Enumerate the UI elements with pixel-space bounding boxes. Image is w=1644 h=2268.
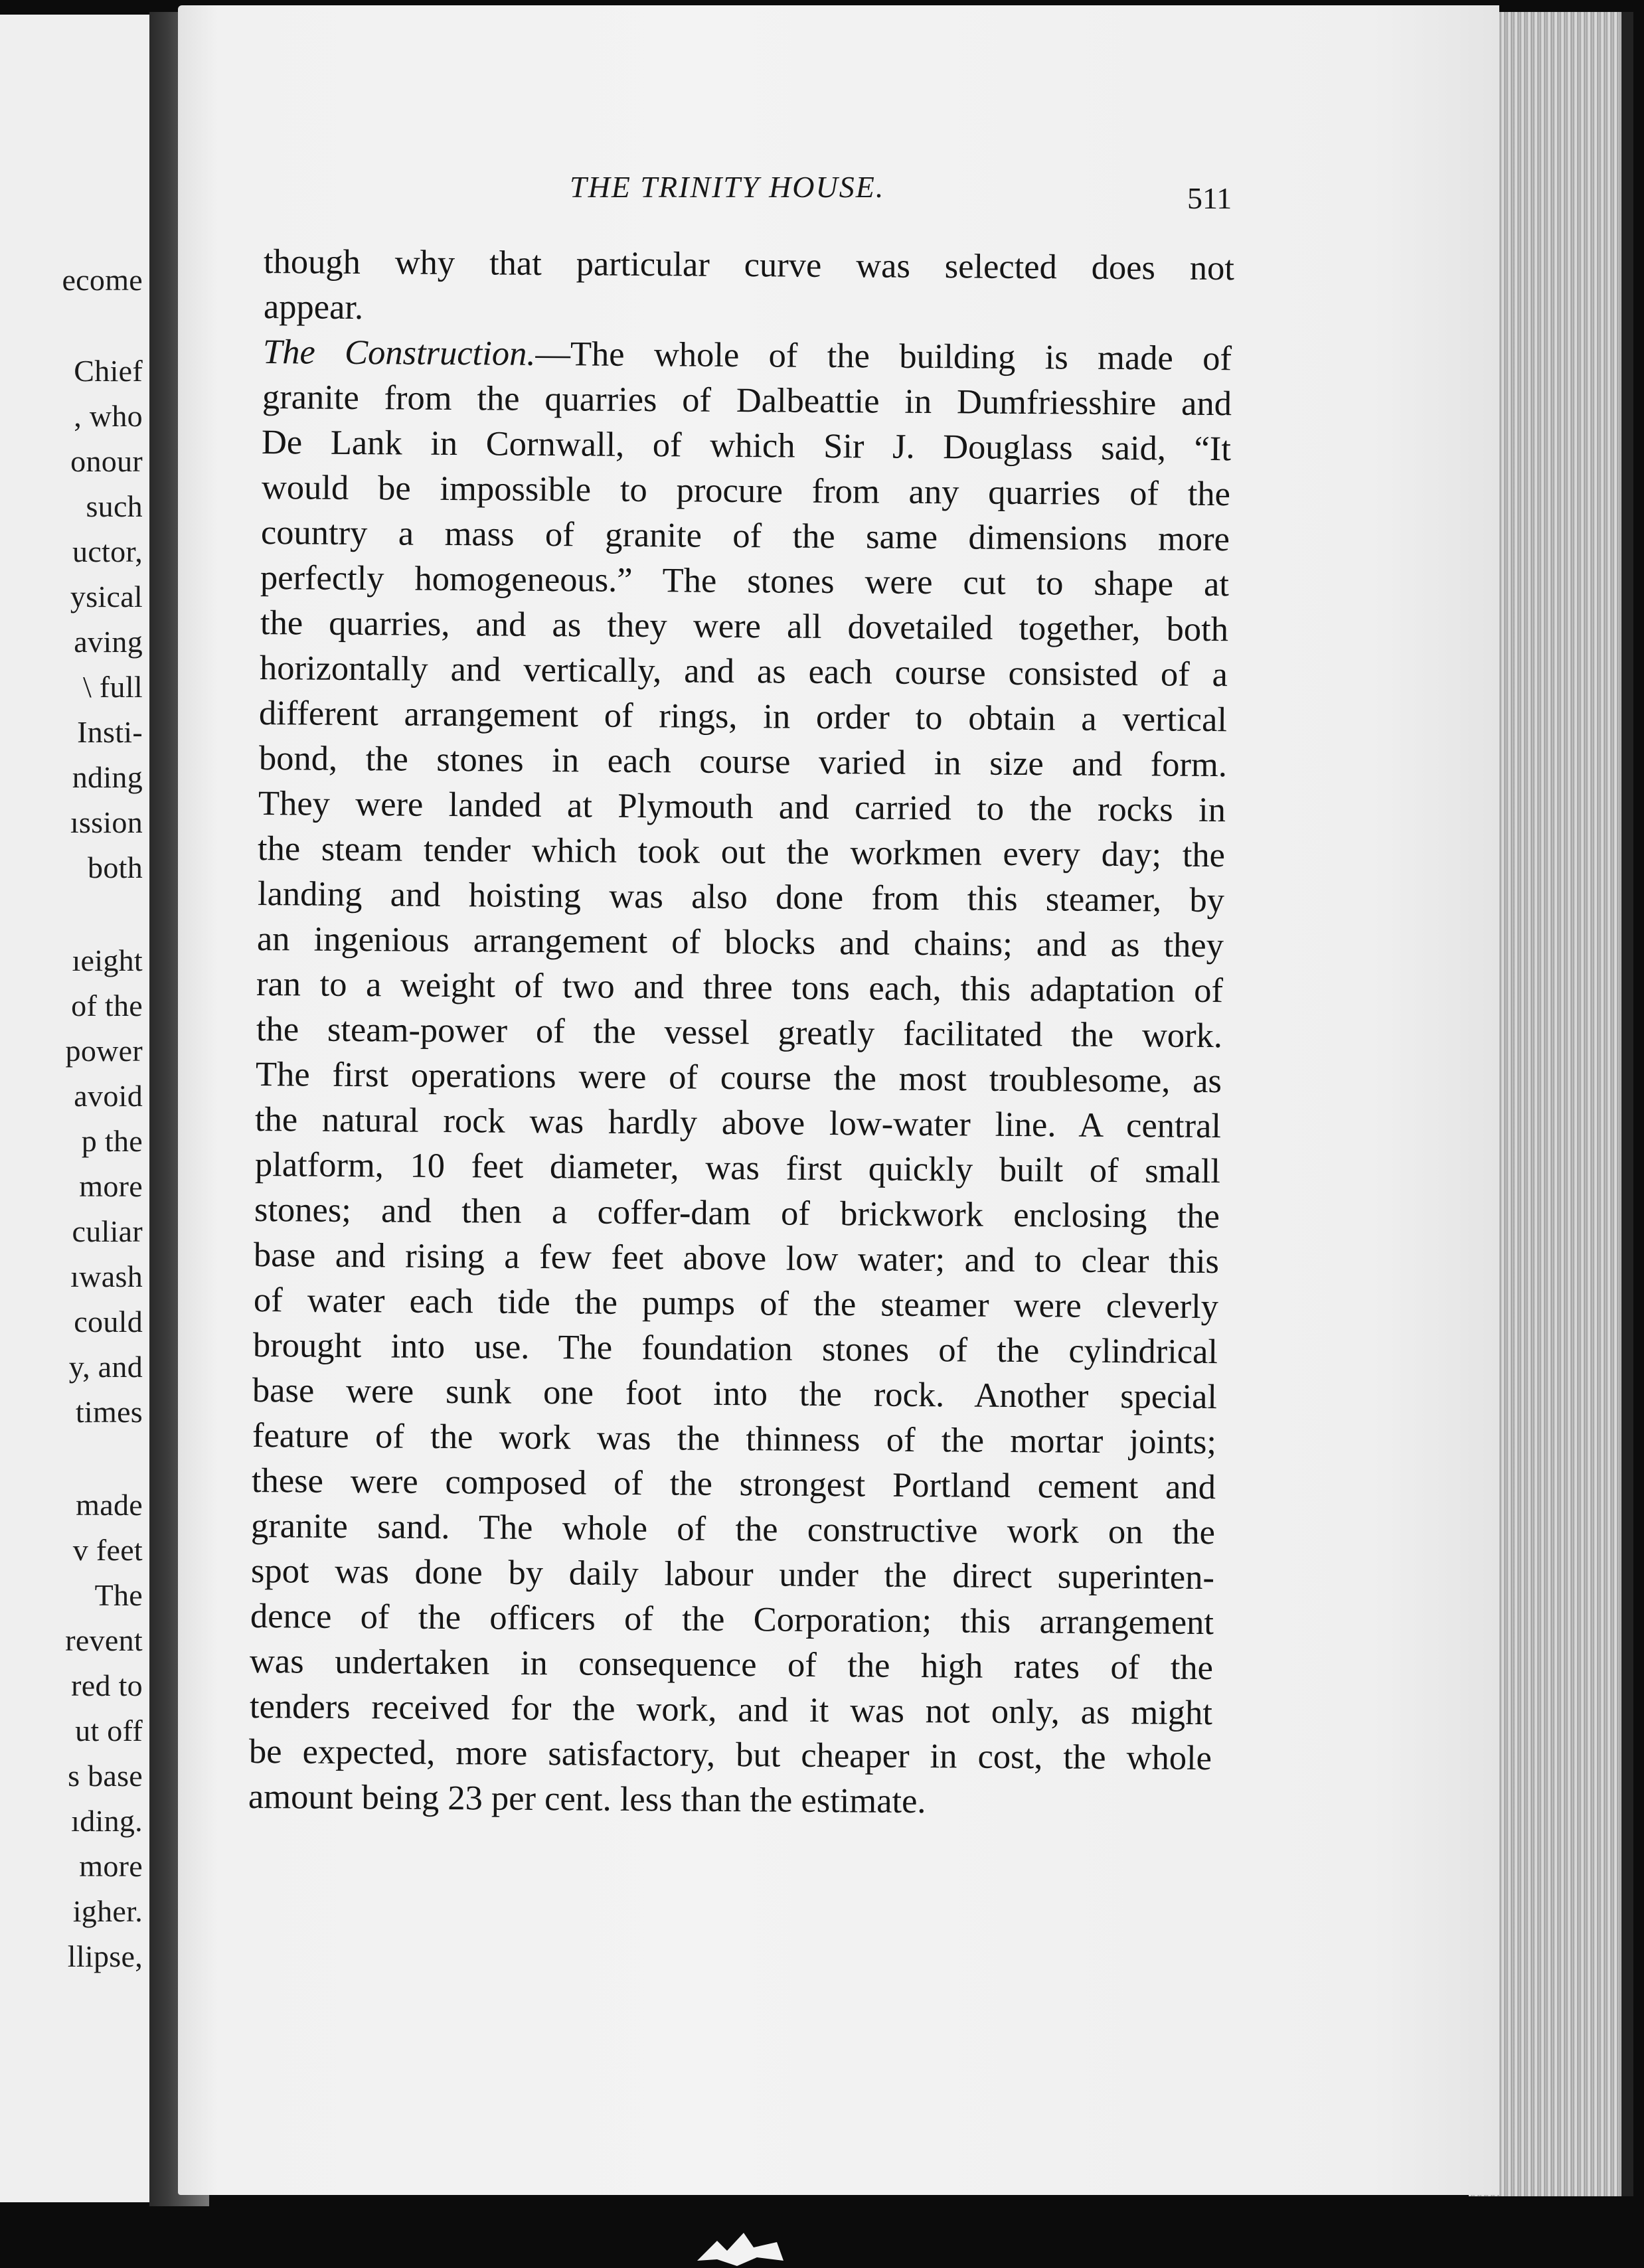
body-line: though why that particular curve was selected does not <box>263 242 1235 288</box>
facing-page-line: ıeight <box>72 943 143 977</box>
facing-page-line: aving <box>74 625 143 659</box>
facing-page-line: nding <box>72 760 143 794</box>
facing-page-line: times <box>75 1395 143 1429</box>
facing-page-line: more <box>79 1849 143 1883</box>
body-line: granite sand. The whole of the constructive work on the <box>250 1506 1216 1552</box>
facing-page-line: p the <box>81 1124 143 1158</box>
facing-page <box>0 15 153 2202</box>
body-line: stones; and then a coffer-dam of brickwork enclosing the <box>254 1190 1220 1236</box>
facing-page-line: v feet <box>72 1533 143 1567</box>
body-line: horizontally and vertically, and as each course consisted of a <box>259 649 1228 694</box>
facing-page-line: Insti- <box>77 715 143 749</box>
facing-page-line: culiar <box>72 1214 143 1248</box>
facing-page-line: both <box>88 850 143 884</box>
facing-page-line: avoid <box>74 1079 143 1113</box>
body-line: granite from the quarries of Dalbeattie in Dumfriesshire and <box>262 378 1232 424</box>
body-line: ran to a weight of two and three tons each, this adaptation of <box>256 965 1224 1011</box>
facing-page-line: could <box>74 1305 143 1338</box>
body-line: platform, 10 feet diameter, was first quickly built of small <box>254 1145 1221 1191</box>
body-line: the steam tender which took out the workmen every day; the <box>257 829 1226 875</box>
facing-page-line: made <box>76 1488 143 1522</box>
body-line: the natural rock was hardly above low-water line. A central <box>254 1100 1222 1146</box>
body-line: tenders received for the work, and it was not only, as might <box>249 1687 1213 1733</box>
facing-page-line: igher. <box>72 1894 143 1928</box>
body-line: base were sunk one foot into the rock. Another special <box>252 1371 1218 1417</box>
facing-page-line: llipse, <box>67 1939 143 1973</box>
body-line: perfectly homogeneous.” The stones were cut to shape at <box>260 558 1230 604</box>
running-head: THE TRINITY HOUSE. <box>570 170 885 204</box>
body-line: these were composed of the strongest Portland cement and <box>251 1461 1216 1507</box>
facing-page-line: ıwash <box>70 1259 143 1293</box>
body-line: brought into use. The foundation stones of the cylindrical <box>252 1326 1218 1372</box>
body-line: different arrangement of rings, in order to obtain a vertical <box>258 694 1228 740</box>
facing-page-line: power <box>65 1034 143 1068</box>
scan-mark <box>691 2228 790 2268</box>
body-line: the steam-power of the vessel greatly facilitated the work. <box>256 1010 1223 1056</box>
facing-page-line: revent <box>65 1623 143 1657</box>
facing-page-line: Chief <box>74 354 143 388</box>
facing-page-line: ıding. <box>71 1804 143 1838</box>
body-line: base and rising a few feet above low water; and to clear this <box>253 1236 1220 1281</box>
body-line: The first operations were of course the most troublesome, as <box>255 1055 1222 1101</box>
facing-page-line: The <box>94 1578 143 1612</box>
page-number: 511 <box>1187 181 1232 215</box>
section-heading: The Construction. <box>262 333 536 373</box>
facing-page-line: ut off <box>75 1714 143 1747</box>
facing-page-line: ıssion <box>70 805 143 839</box>
body-line: country a mass of granite of the same dimensions more <box>260 513 1230 559</box>
body-line: was undertaken in consequence of the high rates of the <box>249 1642 1214 1688</box>
body-line: appear. <box>263 287 364 327</box>
facing-page-line: s base <box>68 1759 143 1793</box>
body-line: They were landed at Plymouth and carried to the rocks in <box>258 784 1226 830</box>
body-line: spot was done by daily labour under the direct superinten- <box>250 1552 1215 1597</box>
facing-page-line: y, and <box>68 1350 143 1384</box>
body-line: dence of the officers of the Corporation; this arrangement <box>250 1597 1214 1643</box>
facing-page-line: \ full <box>83 670 143 704</box>
body-line: landing and hoisting was also done from this steamer, by <box>257 874 1225 920</box>
body-line: feature of the work was the thinness of the mortar joints; <box>252 1416 1217 1462</box>
facing-page-line: of the <box>71 989 143 1022</box>
facing-page-line: such <box>86 489 143 523</box>
body-line: an ingenious arrangement of blocks and chains; and as they <box>256 920 1224 965</box>
facing-page-line: more <box>79 1169 143 1203</box>
body-line: De Lank in Cornwall, of which Sir J. Douglass said, “It <box>261 423 1232 469</box>
facing-page-line: , who <box>74 399 143 433</box>
body-line: be expected, more satisfactory, but cheaper in cost, the whole <box>248 1732 1212 1778</box>
body-line: The Construction.—The whole of the building is made of <box>262 333 1232 378</box>
body-line: bond, the stones in each course varied in size and form. <box>258 739 1228 785</box>
facing-page-line: uctor, <box>72 534 143 568</box>
body-line: amount being 23 per cent. less than the estimate. <box>248 1777 926 1821</box>
facing-page-line: red to <box>71 1668 143 1702</box>
facing-page-line: onour <box>70 444 143 478</box>
body-line: of water each tide the pumps of the steamer were cleverly <box>253 1281 1219 1327</box>
body-line: the quarries, and as they were all dovetailed together, both <box>260 604 1229 649</box>
body-line: would be impossible to procure from any quarries of the <box>261 468 1231 514</box>
facing-page-line: ysical <box>70 580 143 613</box>
facing-page-line: ecome <box>62 263 143 297</box>
